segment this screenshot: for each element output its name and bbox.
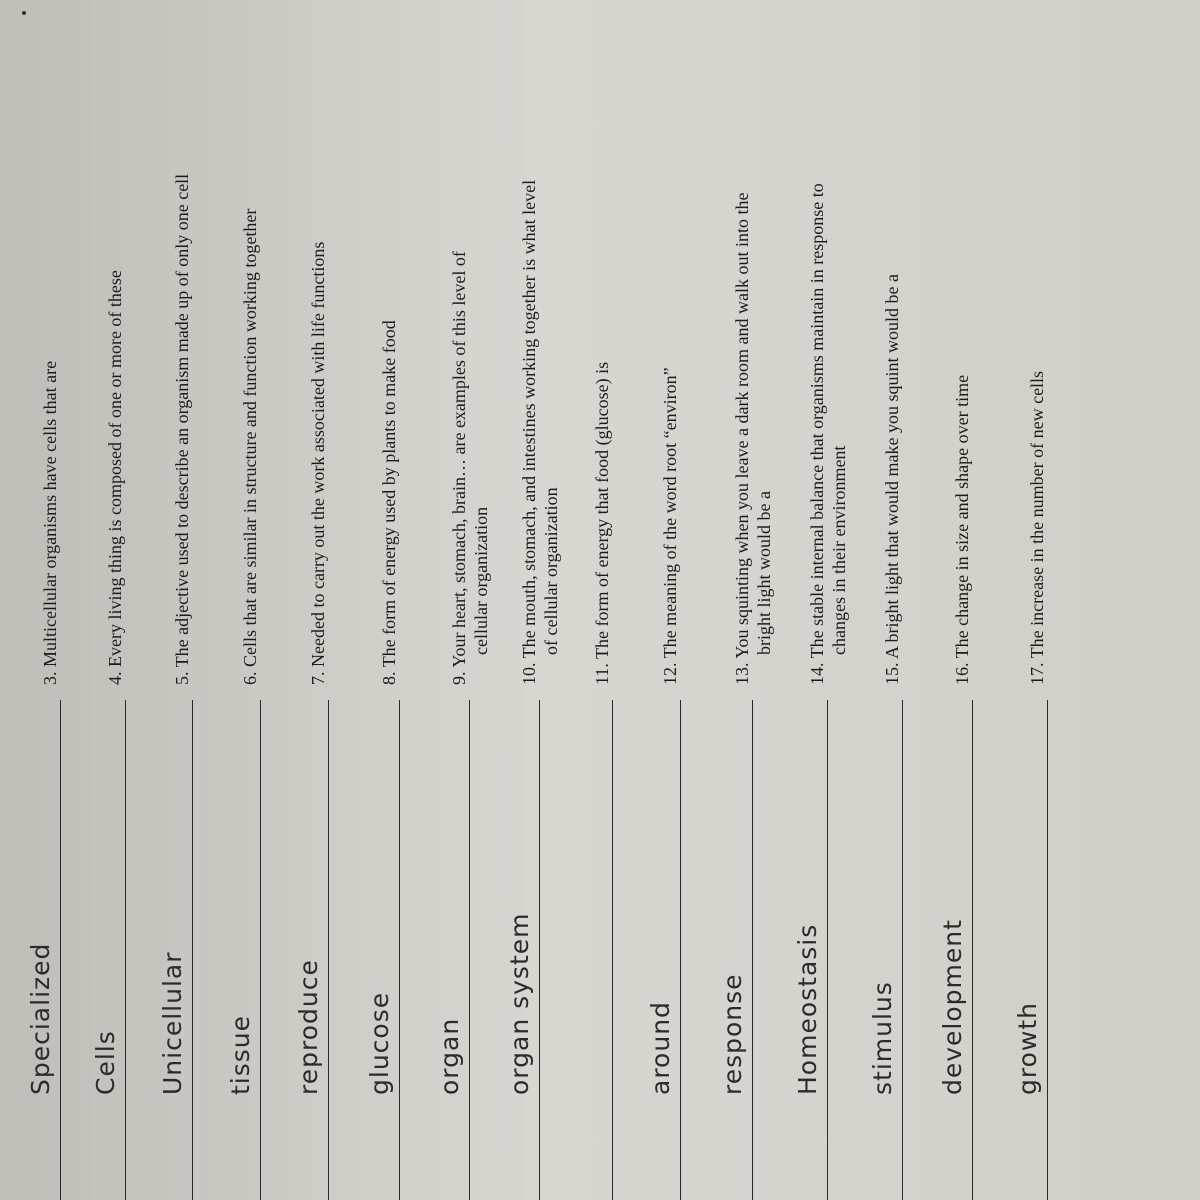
question-text: 10. The mouth, stomach, and intestines working together is what level [519,179,539,685]
answer-blank-line [399,700,400,1200]
answer-blank-line [60,1060,61,1200]
answer-blank-line [60,700,61,1060]
answer-blank-line [827,700,828,1200]
question-text-continued: of cellular organization [541,487,561,655]
handwritten-answer[interactable]: growth [1013,1002,1042,1095]
handwritten-answer[interactable]: glucose [365,991,394,1095]
handwritten-answer[interactable]: Cells [91,1030,120,1095]
answer-blank-line [469,700,470,1200]
question-text: 7. Needed to carry out the work associated with life functions [308,241,328,685]
question-text: 16. The change in size and shape over time [952,374,972,685]
question-text: 9. Your heart, stomach, brain… are examples of this level of [449,251,469,685]
handwritten-answer[interactable]: Specialized [26,942,55,1095]
question-text: 11. The form of energy that food (glucose) is [592,361,612,685]
handwritten-answer[interactable]: reproduce [294,959,323,1095]
question-text: 8. The form of energy used by plants to make food [379,320,399,685]
answer-blank-line [539,700,540,1200]
question-text: 5. The adjective used to describe an organism made up of only one cell [172,173,192,685]
answer-blank-line [972,700,973,1200]
question-text: 14. The stable internal balance that organisms maintain in response to [807,183,827,685]
answer-blank-line [192,700,193,1200]
handwritten-answer[interactable]: tissue [226,1014,255,1095]
question-text: 12. The meaning of the word root “environ” [660,367,680,685]
handwritten-answer[interactable]: around [646,1001,675,1095]
ink-dot [22,11,26,15]
question-text: 13. You squinting when you leave a dark room and walk out into the [732,192,752,685]
question-text: 6. Cells that are similar in structure and function working together [240,208,260,685]
handwritten-answer[interactable]: stimulus [868,981,897,1095]
handwritten-answer[interactable]: response [718,973,747,1095]
answer-blank-line [752,700,753,1200]
handwritten-answer[interactable]: organ [435,1017,464,1095]
question-text: 17. The increase in the number of new cells [1027,370,1047,685]
handwritten-answer[interactable]: organ system [505,912,534,1095]
answer-blank-line [680,700,681,1200]
question-text-continued: cellular organization [471,506,491,655]
answer-blank-line [260,700,261,1200]
answer-blank-line [902,700,903,1200]
answer-blank-line [125,700,126,1200]
question-text-continued: bright light would be a [754,491,774,655]
handwritten-answer[interactable]: Unicellular [158,951,187,1095]
question-text: 3. Multicellular organisms have cells that are [40,360,60,685]
handwritten-answer[interactable]: Homeostasis [793,923,822,1095]
answer-blank-line [1047,700,1048,1200]
handwritten-answer[interactable]: development [938,919,967,1095]
question-text-continued: changes in their environment [829,445,849,655]
answer-blank-line [612,700,613,1200]
answer-blank-line [328,700,329,1200]
question-text: 15. A bright light that would make you squint would be a [882,274,902,685]
question-text: 4. Every living thing is composed of one or more of these [105,270,125,685]
